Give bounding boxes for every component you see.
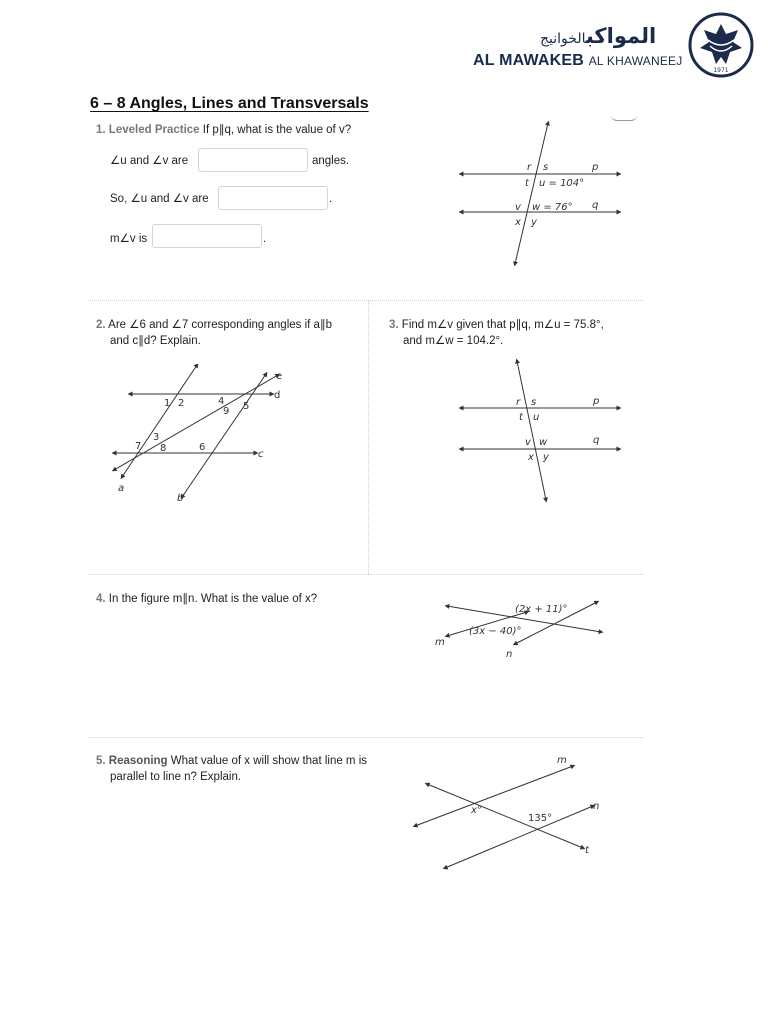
q1-line2-prefix: So, ∠u and ∠v are	[110, 193, 209, 205]
logo-english-sub: AL KHAWANEEJ	[588, 54, 683, 68]
q1-label-r: r	[527, 162, 532, 173]
q3-label-w: w	[539, 437, 548, 448]
q3-transversal	[517, 361, 546, 500]
q4-label-m: m	[435, 637, 445, 648]
q2-label-6: 6	[199, 442, 206, 453]
q1-transversal	[515, 123, 548, 264]
logo-english	[473, 52, 682, 70]
q5-label-x: x°	[471, 805, 482, 816]
q3-label-u: u	[533, 412, 540, 423]
q2-label-8: 8	[160, 443, 167, 454]
school-crest-icon	[686, 10, 756, 80]
q2-label-2: 2	[178, 398, 185, 409]
q2-label-e: e	[276, 371, 283, 382]
column-divider	[368, 300, 369, 574]
q1-label-q: q	[592, 200, 599, 211]
logo-arabic-main: المواكب	[585, 25, 657, 48]
q5-prompt-line1	[96, 753, 367, 769]
q1-line1-prefix: ∠u and ∠v are	[110, 155, 189, 167]
q2-line-b	[182, 374, 266, 497]
q5-label-m: m	[557, 755, 567, 766]
q3-label-p: p	[593, 396, 600, 407]
q2-number: 2.	[96, 319, 106, 331]
q1-prompt	[96, 122, 351, 138]
q2-label-b: b	[177, 493, 184, 504]
q2-line-a	[122, 365, 197, 477]
q4-number: 4.	[96, 593, 106, 605]
q1-answer-box-1[interactable]	[198, 148, 308, 172]
q1-label-s: s	[543, 162, 549, 173]
q4-prompt	[96, 591, 317, 607]
q3-question-line2: and m∠w = 104.2°.	[403, 335, 504, 347]
q2-line-e	[114, 375, 281, 470]
q3-label-x: x	[528, 452, 534, 463]
q2-label-c: c	[258, 449, 264, 460]
section-divider-2	[88, 574, 643, 575]
q1-line2-suffix: .	[329, 193, 333, 205]
q5-transversal-t	[427, 784, 583, 848]
q5-tag: Reasoning	[108, 755, 168, 767]
q1-label-x: x	[515, 217, 521, 228]
q1-label-t: t	[525, 178, 529, 189]
q1-line1-suffix: angles.	[312, 155, 350, 167]
q1-label-u: u = 104°	[539, 178, 585, 189]
q5-line-n	[445, 806, 593, 868]
q2-label-d: d	[274, 390, 281, 401]
q1-label-w: w = 76°	[532, 202, 573, 213]
q4-figure	[425, 592, 615, 662]
q3-label-t: t	[519, 412, 523, 423]
q4-label-angle1: (2x + 11)°	[515, 604, 568, 615]
q1-answer-box-2[interactable]	[218, 186, 328, 210]
q2-label-9: 9	[223, 406, 230, 417]
q2-question-line2: and c∥d? Explain.	[110, 335, 201, 347]
q2-question-line1: Are ∠6 and ∠7 corresponding angles if a∥b	[108, 319, 333, 331]
q3-label-q: q	[593, 435, 600, 446]
page-title: 6 – 8 Angles, Lines and Transversals	[90, 95, 369, 112]
q5-figure	[405, 750, 620, 875]
q1-line3-prefix: m∠v is	[110, 233, 148, 245]
q2-figure	[100, 364, 300, 504]
q1-answer-box-3[interactable]	[152, 224, 262, 248]
q4-label-n: n	[506, 649, 513, 660]
q3-figure	[455, 356, 625, 506]
q2-label-1: 1	[164, 398, 171, 409]
q1-tag: Leveled Practice	[108, 124, 200, 136]
q1-question: If p∥q, what is the value of v?	[202, 124, 352, 136]
q1-number: 1.	[96, 124, 106, 136]
q5-label-n: n	[593, 801, 600, 812]
q5-number: 5.	[96, 755, 106, 767]
q3-label-s: s	[531, 397, 537, 408]
crest-year: 1971	[713, 67, 729, 74]
q3-number: 3.	[389, 319, 399, 331]
q1-label-v: v	[515, 202, 521, 213]
section-divider-3	[88, 737, 643, 738]
logo-arabic-sub: الخوانيج	[540, 30, 586, 46]
section-divider-1	[88, 300, 643, 301]
q4-label-angle2: (3x − 40)°	[469, 626, 522, 637]
q2-label-a: a	[118, 483, 125, 494]
q3-label-v: v	[525, 437, 531, 448]
q4-question: In the figure m∥n. What is the value of x?	[108, 593, 318, 605]
q2-label-4: 4	[218, 396, 225, 407]
q1-label-y: y	[531, 217, 537, 228]
q1-label-p: p	[592, 162, 599, 173]
q2-label-3: 3	[153, 432, 160, 443]
q3-prompt-line1	[389, 317, 604, 333]
q5-label-t: t	[585, 845, 589, 856]
q1-figure	[455, 118, 625, 268]
logo-arabic	[540, 24, 656, 49]
q5-question-line2: parallel to line n? Explain.	[110, 771, 242, 783]
q2-label-5: 5	[243, 401, 250, 412]
q3-label-y: y	[543, 452, 549, 463]
q2-label-7: 7	[135, 441, 142, 452]
q3-label-r: r	[516, 397, 521, 408]
logo-english-main: AL MAWAKEB	[473, 52, 585, 69]
q3-question-line1: Find m∠v given that p∥q, m∠u = 75.8°,	[401, 319, 604, 331]
q2-prompt-line1	[96, 317, 332, 333]
q5-question-line1: What value of x will show that line m is	[170, 755, 368, 767]
q5-label-135: 135°	[528, 813, 553, 824]
q1-line3-suffix: .	[263, 233, 267, 245]
